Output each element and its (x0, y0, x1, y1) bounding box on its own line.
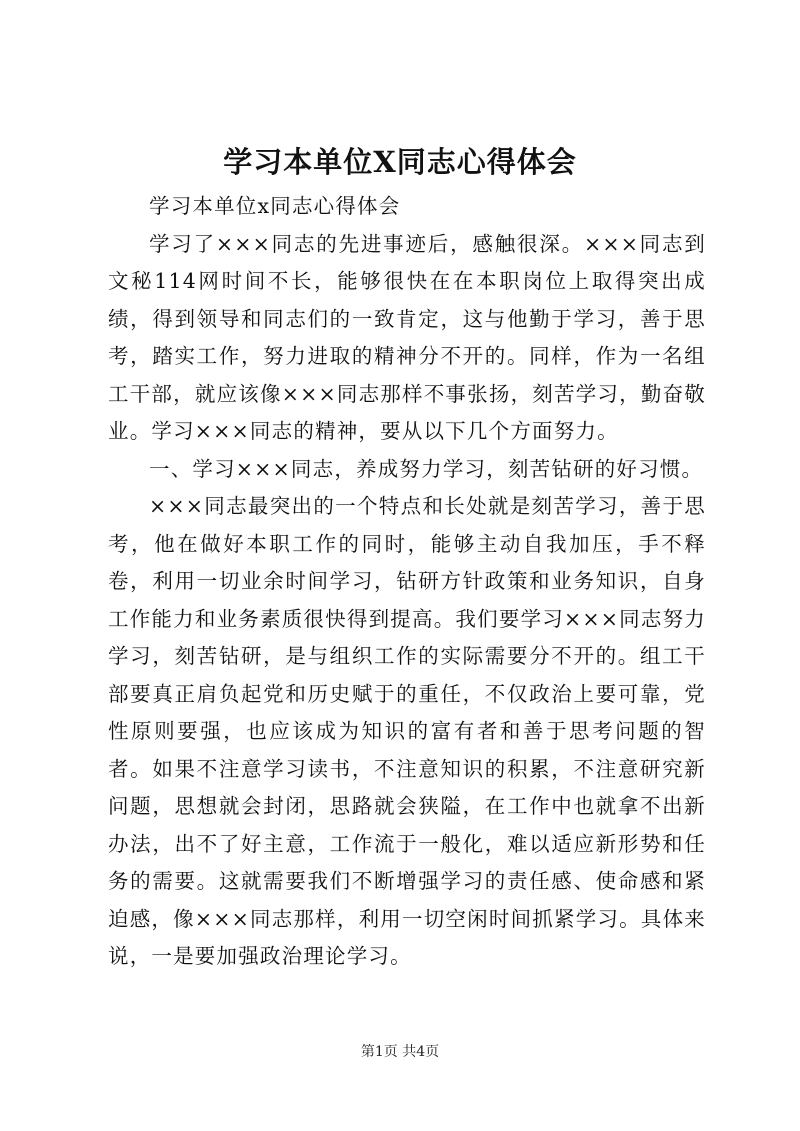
page-number-footer: 第1页 共4页 (360, 1044, 440, 1060)
document-title: 学习本单位X同志心得体会 (223, 145, 577, 179)
body-paragraph: ×××同志最突出的一个特点和长处就是刻苦学习，善于思考，他在做好本职工作的同时，能够主动自我加压，手不释卷，利用一切业余时间学习，钻研方针政策和业务知识，自身工作能力和业务素质很快得到提高。我们要学习×××同志努力学习，刻苦钻研，是与组织工作的实际需要分不开的。组工干部要真正肩负起党和历史赋于的重任，不仅政治上要可靠，党性原则要强，也应该成为知识的富有者和善于思考问题的智者。如果不注意学习读书，不注意知识的积累，不注意研究新问题，思想就会封闭，思路就会狭隘，在工作中也就拿不出新办法，出不了好主意，工作流于一般化，难以适应新形势和任务的需要。这就需要我们不断增强学习的责任感、使命感和紧迫感，像×××同志那样，利用一切空闲时间抓紧学习。具体来说，一是要加强政治理论学习。 (108, 494, 706, 968)
document-body (108, 188, 706, 976)
subtitle-paragraph: 学习本单位x同志心得体会 (149, 194, 401, 218)
section-heading-paragraph: 一、学习×××同志，养成努力学习，刻苦钻研的好习惯。 (149, 456, 704, 481)
intro-paragraph: 学习了×××同志的先进事迹后，感触很深。×××同志到文秘114网时间不长，能够很快在在本职岗位上取得突出成绩，得到领导和同志们的一致肯定，这与他勤于学习，善于思考，踏实工作，努力进取的精神分不开的。同样，作为一名组工干部，就应该像×××同志那样不事张扬，刻苦学习，勤奋敬业。学习×××同志的精神，要从以下几个方面努力。 (108, 231, 706, 443)
